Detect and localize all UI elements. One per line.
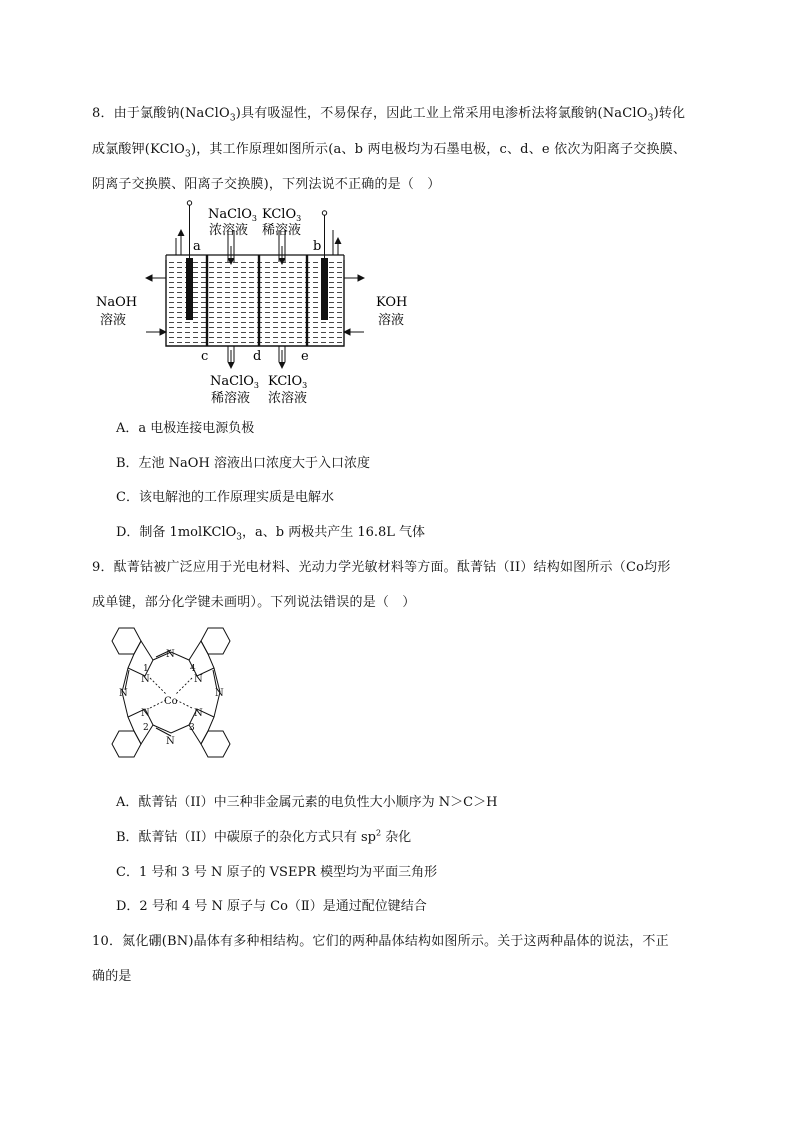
svg-text:KClO3: KClO$_3$ [262,207,302,223]
q8-line-2: 成氯酸钾(KClO$_3$)，其工作原理如图所示(a、b 两电极均为石墨电极，c、d、e 依次为阳离子交换膜、 [92,142,687,160]
q8-option-a[interactable]: A．a 电极连接电源负极 [116,421,255,436]
svg-text:稀溶液: 稀溶液 [211,391,251,406]
svg-text:N: N [194,674,203,685]
q10-line-2: 确的是 [92,969,132,984]
svg-text:Co: Co [164,696,178,707]
electrode-a [186,258,193,320]
svg-text:3: 3 [189,723,195,733]
svg-text:a: a [193,239,201,254]
svg-text:KOH: KOH [376,295,408,310]
q9-line-1: 9．酞菁钴被广泛应用于光电材料、光动力学光敏材料等方面。酞菁钴（II）结构如图所示（Co均形 [92,560,671,575]
svg-text:b: b [313,239,322,254]
q9-option-b[interactable]: B．酞菁钴（II）中碳原子的杂化方式只有 $sp^2$ 杂化 [116,828,412,845]
electrodialysis-figure [90,196,430,410]
svg-text:KClO3: KClO$_3$ [268,374,308,390]
q9-line-2: 成单键，部分化学键未画明）。下列说法错误的是（ ） [92,595,416,610]
svg-text:e: e [301,349,309,364]
q9-option-c[interactable]: C．1 号和 3 号 N 原子的 VSEPR 模型均为平面三角形 [116,865,438,880]
svg-text:N: N [215,688,224,699]
svg-text:c: c [201,349,209,364]
q8-line-1: 8．由于氯酸钠(NaClO$_3$)具有吸湿性，不易保存，因此工业上常采用电渗析法将氯酸钠(NaClO$_3$)转化 [92,106,686,124]
q8-option-c[interactable]: C．该电解池的工作原理实质是电解水 [116,490,334,505]
svg-text:溶液: 溶液 [378,313,405,328]
q8-line-3: 阴离子交换膜、阳离子交换膜)，下列法说不正确的是（ ） [92,177,441,192]
svg-text:N: N [166,736,175,747]
svg-text:4: 4 [190,664,196,674]
svg-text:N: N [141,674,150,685]
cobalt-phthalocyanine-figure [95,620,245,770]
q10-line-1: 10．氮化硼(BN)晶体有多种相结构。它们的两种晶体结构如图所示。关于这两种晶体的说法，不正 [92,934,669,949]
svg-text:稀溶液: 稀溶液 [262,223,302,238]
svg-text:N: N [194,708,203,719]
svg-text:溶液: 溶液 [100,313,127,328]
q9-option-a[interactable]: A．酞菁钴（II）中三种非金属元素的电负性大小顺序为 N＞C＞H [116,795,498,810]
svg-text:NaClO3: NaClO$_3$ [210,374,259,390]
svg-text:NaClO3: NaClO$_3$ [208,207,257,223]
q9-option-d[interactable]: D．2 号和 4 号 N 原子与 Co（Ⅱ）是通过配位键结合 [116,899,427,914]
svg-text:2: 2 [143,723,149,733]
electrode-b [321,258,328,320]
q8-option-d[interactable]: D．制备 1molKClO$_3$，a、b 两极共产生 16.8L 气体 [116,525,426,543]
svg-text:d: d [253,349,262,364]
svg-text:NaOH: NaOH [96,295,138,310]
svg-text:浓溶液: 浓溶液 [268,391,308,406]
svg-text:N: N [119,688,128,699]
svg-text:浓溶液: 浓溶液 [209,223,249,238]
q8-option-b[interactable]: B．左池 NaOH 溶液出口浓度大于入口浓度 [116,456,370,471]
svg-text:1: 1 [143,664,149,674]
svg-text:N: N [141,708,150,719]
svg-text:N: N [166,649,175,660]
